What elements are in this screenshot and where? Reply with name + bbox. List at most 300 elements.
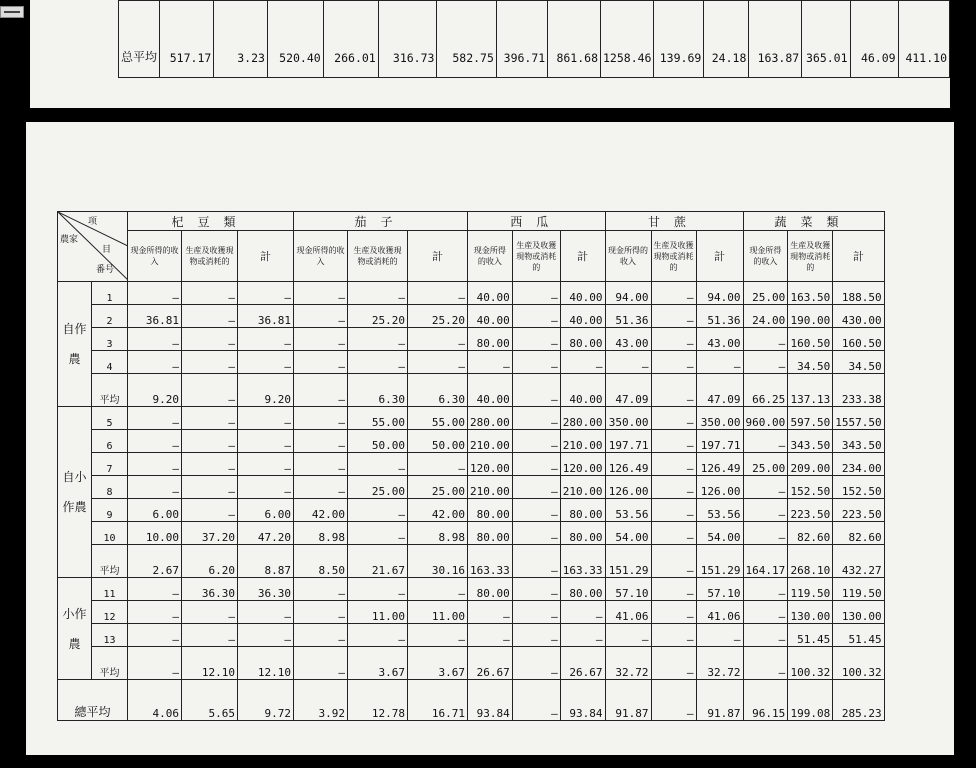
cell: 94.00 <box>605 282 651 305</box>
top-page-strip <box>30 0 950 108</box>
cell: — <box>294 430 348 453</box>
cell: — <box>128 282 182 305</box>
cell: — <box>605 624 651 647</box>
cell: 12.10 <box>182 647 238 680</box>
cell: — <box>238 601 294 624</box>
cell: — <box>512 647 560 680</box>
row-number: 1 <box>92 282 128 305</box>
subheader-total: 計 <box>238 231 294 282</box>
cell: 40.00 <box>468 282 513 305</box>
cell: 151.29 <box>696 545 743 578</box>
table-row <box>58 522 885 545</box>
cell: — <box>651 430 696 453</box>
subheader-cash: 现金所得的收入 <box>294 231 348 282</box>
cell: — <box>294 453 348 476</box>
cell: 34.50 <box>833 351 884 374</box>
group-label: 自小作農 <box>58 407 92 578</box>
cell: 210.00 <box>560 476 605 499</box>
cell: — <box>294 305 348 328</box>
subheader-total: 計 <box>833 231 884 282</box>
subheader-kind: 生産及收獲現物或消耗的 <box>512 231 560 282</box>
cell: — <box>696 624 743 647</box>
cell: 160.50 <box>833 328 884 351</box>
cell: 130.00 <box>833 601 884 624</box>
cell: 36.81 <box>128 305 182 328</box>
cell: 47.09 <box>696 374 743 407</box>
cell: — <box>238 476 294 499</box>
cell: — <box>560 351 605 374</box>
cell: 91.87 <box>605 680 651 721</box>
cell: — <box>294 328 348 351</box>
cell: 199.08 <box>788 680 833 721</box>
cell: — <box>182 351 238 374</box>
cell: 51.45 <box>788 624 833 647</box>
cell: 43.00 <box>605 328 651 351</box>
cell: — <box>651 476 696 499</box>
cell: 3.67 <box>348 647 408 680</box>
cell: — <box>651 647 696 680</box>
cell: — <box>512 624 560 647</box>
cell: — <box>294 647 348 680</box>
top-summary-table <box>118 0 950 78</box>
cell: 1557.50 <box>833 407 884 430</box>
subheader-row <box>58 231 885 282</box>
cell: — <box>238 407 294 430</box>
cell: 25.00 <box>408 476 468 499</box>
cell: 42.00 <box>294 499 348 522</box>
header-row <box>58 212 885 231</box>
cell: 40.00 <box>560 374 605 407</box>
cell: — <box>408 282 468 305</box>
cell: 960.00 <box>743 407 788 430</box>
cell: 36.81 <box>238 305 294 328</box>
table-row <box>58 476 885 499</box>
cell: — <box>182 282 238 305</box>
cell: 53.56 <box>696 499 743 522</box>
cell: 24.00 <box>743 305 788 328</box>
cell: — <box>651 624 696 647</box>
cell: — <box>294 476 348 499</box>
row-number: 13 <box>92 624 128 647</box>
total-label: 總平均 <box>58 680 128 721</box>
corner-category: 项 <box>88 217 98 227</box>
cell: 210.00 <box>468 476 513 499</box>
row-number: 9 <box>92 499 128 522</box>
cell: 266.01 <box>323 1 378 78</box>
cell: 8.87 <box>238 545 294 578</box>
cell: — <box>128 351 182 374</box>
cell: — <box>651 328 696 351</box>
cell: 190.00 <box>788 305 833 328</box>
cell: — <box>128 624 182 647</box>
cell: 120.00 <box>560 453 605 476</box>
cell: 188.50 <box>833 282 884 305</box>
corner-header <box>58 212 128 282</box>
cell: 126.49 <box>605 453 651 476</box>
cell: — <box>512 407 560 430</box>
cell: 43.00 <box>696 328 743 351</box>
cell: 11.00 <box>408 601 468 624</box>
cell: 91.87 <box>696 680 743 721</box>
cell: — <box>512 680 560 721</box>
cell: 1258.46 <box>601 1 654 78</box>
cell: 197.71 <box>696 430 743 453</box>
cell: — <box>468 601 513 624</box>
cell: 41.06 <box>605 601 651 624</box>
cell: 316.73 <box>378 1 437 78</box>
cell: — <box>128 453 182 476</box>
cell: — <box>651 578 696 601</box>
cell: 163.50 <box>788 282 833 305</box>
cell: 51.36 <box>696 305 743 328</box>
cell: 26.67 <box>468 647 513 680</box>
cell: 130.00 <box>788 601 833 624</box>
cell: 25.00 <box>348 476 408 499</box>
row-number: 4 <box>92 351 128 374</box>
table-row <box>58 624 885 647</box>
table-row <box>58 351 885 374</box>
cell: 100.32 <box>788 647 833 680</box>
cell: 47.09 <box>605 374 651 407</box>
cell: — <box>182 328 238 351</box>
subheader-kind: 生産及收獲現物或消耗的 <box>651 231 696 282</box>
cell: 3.67 <box>408 647 468 680</box>
cell: 8.98 <box>294 522 348 545</box>
cell: 582.75 <box>437 1 496 78</box>
cell: 26.67 <box>560 647 605 680</box>
cell: 6.00 <box>238 499 294 522</box>
average-label: 平均 <box>92 374 128 407</box>
row-number: 8 <box>92 476 128 499</box>
cell: 93.84 <box>560 680 605 721</box>
cell: 861.68 <box>548 1 601 78</box>
cell: 223.50 <box>788 499 833 522</box>
cell: — <box>238 624 294 647</box>
cell: — <box>743 499 788 522</box>
average-row <box>58 647 885 680</box>
cell: 100.32 <box>833 647 884 680</box>
cell: 55.00 <box>348 407 408 430</box>
cell: — <box>294 624 348 647</box>
cell: 30.16 <box>408 545 468 578</box>
cell: — <box>348 624 408 647</box>
cell: 164.17 <box>743 545 788 578</box>
cell: — <box>182 407 238 430</box>
cell: — <box>294 282 348 305</box>
row-number: 2 <box>92 305 128 328</box>
cell: 3.92 <box>294 680 348 721</box>
cell: — <box>651 545 696 578</box>
cell: 53.56 <box>605 499 651 522</box>
cell: — <box>348 522 408 545</box>
cell: — <box>743 522 788 545</box>
cell: 2.67 <box>128 545 182 578</box>
cell: — <box>468 351 513 374</box>
cell: — <box>408 578 468 601</box>
cell: 36.30 <box>182 578 238 601</box>
cell: 25.20 <box>408 305 468 328</box>
cell: — <box>128 476 182 499</box>
cell: — <box>743 351 788 374</box>
cell: — <box>743 476 788 499</box>
cell: — <box>182 453 238 476</box>
cell: — <box>696 351 743 374</box>
group-header: 西瓜 <box>468 212 606 231</box>
cell: 517.17 <box>160 1 214 78</box>
cell: 24.18 <box>704 1 749 78</box>
row-number: 10 <box>92 522 128 545</box>
cell: — <box>294 407 348 430</box>
cell: 280.00 <box>468 407 513 430</box>
cell: 94.00 <box>696 282 743 305</box>
group-header: 甘蔗 <box>605 212 743 231</box>
row-number: 6 <box>92 430 128 453</box>
cell: 6.30 <box>408 374 468 407</box>
cell: 21.67 <box>348 545 408 578</box>
table-row <box>58 328 885 351</box>
cell: 16.71 <box>408 680 468 721</box>
cell: 93.84 <box>468 680 513 721</box>
cell: 50.00 <box>408 430 468 453</box>
cell: — <box>512 522 560 545</box>
cell: — <box>294 578 348 601</box>
table-row <box>58 453 885 476</box>
cell: 80.00 <box>468 499 513 522</box>
average-row <box>58 545 885 578</box>
cell: 12.10 <box>238 647 294 680</box>
cell: 163.87 <box>749 1 802 78</box>
cell: 137.13 <box>788 374 833 407</box>
cell: 25.20 <box>348 305 408 328</box>
subheader-kind: 生産及收獲現物或消耗的 <box>348 231 408 282</box>
cell: 41.06 <box>696 601 743 624</box>
cell: 120.00 <box>468 453 513 476</box>
cell: 520.40 <box>267 1 323 78</box>
cell: 411.10 <box>898 1 949 78</box>
table-row <box>58 407 885 430</box>
cell: — <box>128 430 182 453</box>
cell: — <box>651 305 696 328</box>
cell: 234.00 <box>833 453 884 476</box>
window-icon[interactable] <box>0 6 24 18</box>
cell: — <box>560 601 605 624</box>
cell: 119.50 <box>788 578 833 601</box>
cell: — <box>348 328 408 351</box>
cell: — <box>651 374 696 407</box>
cell: 54.00 <box>605 522 651 545</box>
cell: 47.20 <box>238 522 294 545</box>
cell: 268.10 <box>788 545 833 578</box>
cell: — <box>348 499 408 522</box>
row-number: 12 <box>92 601 128 624</box>
subheader-kind: 生産及收獲現物或消耗的 <box>182 231 238 282</box>
cell: 36.30 <box>238 578 294 601</box>
cell: — <box>238 328 294 351</box>
cell: 126.49 <box>696 453 743 476</box>
cell: — <box>743 578 788 601</box>
cell: 163.33 <box>560 545 605 578</box>
group-label: 自作農 <box>58 282 92 407</box>
average-row <box>58 374 885 407</box>
cell: — <box>512 305 560 328</box>
cell: — <box>128 601 182 624</box>
cell: 40.00 <box>468 305 513 328</box>
cell: 9.20 <box>238 374 294 407</box>
cell: — <box>651 499 696 522</box>
cell: 57.10 <box>696 578 743 601</box>
cell: — <box>348 578 408 601</box>
average-label: 平均 <box>92 647 128 680</box>
cell: — <box>560 624 605 647</box>
cell: 152.50 <box>833 476 884 499</box>
cell: 50.00 <box>348 430 408 453</box>
cell: — <box>651 680 696 721</box>
cell: 119.50 <box>833 578 884 601</box>
cell: 9.20 <box>128 374 182 407</box>
cell: — <box>651 522 696 545</box>
cell: — <box>182 374 238 407</box>
table-row <box>58 305 885 328</box>
cell: 209.00 <box>788 453 833 476</box>
cell: — <box>182 601 238 624</box>
cell: 5.65 <box>182 680 238 721</box>
cell: 160.50 <box>788 328 833 351</box>
cell: 3.23 <box>214 1 268 78</box>
cell: 223.50 <box>833 499 884 522</box>
cell: — <box>512 282 560 305</box>
cell: 80.00 <box>560 328 605 351</box>
cell: 40.00 <box>468 374 513 407</box>
subheader-cash: 现金所得的收入 <box>605 231 651 282</box>
cell: 80.00 <box>468 578 513 601</box>
cell: 365.01 <box>802 1 850 78</box>
subheader-cash: 现金所得的收入 <box>743 231 788 282</box>
cell: — <box>651 601 696 624</box>
cell: — <box>408 328 468 351</box>
cell: 233.38 <box>833 374 884 407</box>
cell: 80.00 <box>468 522 513 545</box>
group-header: 杞豆類 <box>128 212 294 231</box>
cell: — <box>182 430 238 453</box>
cell: — <box>348 351 408 374</box>
cell: 25.00 <box>743 453 788 476</box>
cell: — <box>512 430 560 453</box>
cell: 51.45 <box>833 624 884 647</box>
cell: 11.00 <box>348 601 408 624</box>
cell: — <box>743 601 788 624</box>
cell: — <box>651 407 696 430</box>
cell: — <box>743 647 788 680</box>
cell: 597.50 <box>788 407 833 430</box>
cell: 285.23 <box>833 680 884 721</box>
cell: 6.20 <box>182 545 238 578</box>
cell: 126.00 <box>696 476 743 499</box>
total-row <box>58 680 885 721</box>
cell: 32.72 <box>605 647 651 680</box>
cell: 10.00 <box>128 522 182 545</box>
cell: — <box>408 453 468 476</box>
cell: — <box>743 430 788 453</box>
cell: 82.60 <box>833 522 884 545</box>
cell: — <box>182 305 238 328</box>
cell: — <box>128 407 182 430</box>
cell: 430.00 <box>833 305 884 328</box>
cell: 80.00 <box>560 578 605 601</box>
cell: — <box>182 476 238 499</box>
cell: 396.71 <box>496 1 547 78</box>
cell: 126.00 <box>605 476 651 499</box>
cell: — <box>294 601 348 624</box>
average-label: 平均 <box>92 545 128 578</box>
cell: — <box>294 374 348 407</box>
cell: — <box>512 601 560 624</box>
cell: — <box>182 499 238 522</box>
cell: 432.27 <box>833 545 884 578</box>
cell: 151.29 <box>605 545 651 578</box>
cell: — <box>348 282 408 305</box>
table-row <box>58 499 885 522</box>
cell: — <box>605 351 651 374</box>
table-row <box>58 430 885 453</box>
cell: — <box>743 624 788 647</box>
cell: 343.50 <box>833 430 884 453</box>
cell: 96.15 <box>743 680 788 721</box>
table-row <box>58 282 885 305</box>
cell: 54.00 <box>696 522 743 545</box>
cell: — <box>238 282 294 305</box>
subheader-total: 計 <box>696 231 743 282</box>
cell: — <box>651 351 696 374</box>
group-header: 茄子 <box>294 212 468 231</box>
cell: 37.20 <box>182 522 238 545</box>
table-row <box>58 601 885 624</box>
cell: 350.00 <box>696 407 743 430</box>
subheader-cash: 现金所得的收入 <box>128 231 182 282</box>
cell: 12.78 <box>348 680 408 721</box>
corner-number: 番号 <box>96 265 115 275</box>
cell: 280.00 <box>560 407 605 430</box>
group-header: 蔬菜類 <box>743 212 884 231</box>
cell: — <box>512 374 560 407</box>
cell: 9.72 <box>238 680 294 721</box>
cell: — <box>743 328 788 351</box>
cell: 80.00 <box>560 499 605 522</box>
corner-class: 農家 <box>60 235 79 245</box>
subheader-cash: 现金所得的收入 <box>468 231 513 282</box>
cell: 350.00 <box>605 407 651 430</box>
table-row <box>119 1 950 78</box>
cell: 8.98 <box>408 522 468 545</box>
cell: 8.50 <box>294 545 348 578</box>
cell: 343.50 <box>788 430 833 453</box>
corner-item: 目 <box>102 245 112 255</box>
row-label: 总平均 <box>119 1 160 78</box>
cell: — <box>651 282 696 305</box>
cell: 57.10 <box>605 578 651 601</box>
cell: — <box>238 453 294 476</box>
cell: 197.71 <box>605 430 651 453</box>
cell: — <box>468 624 513 647</box>
cell: 80.00 <box>468 328 513 351</box>
cell: 40.00 <box>560 282 605 305</box>
subheader-total: 計 <box>408 231 468 282</box>
row-number: 5 <box>92 407 128 430</box>
row-number: 11 <box>92 578 128 601</box>
subheader-total: 計 <box>560 231 605 282</box>
cell: — <box>512 453 560 476</box>
cell: 4.06 <box>128 680 182 721</box>
cell: — <box>238 430 294 453</box>
